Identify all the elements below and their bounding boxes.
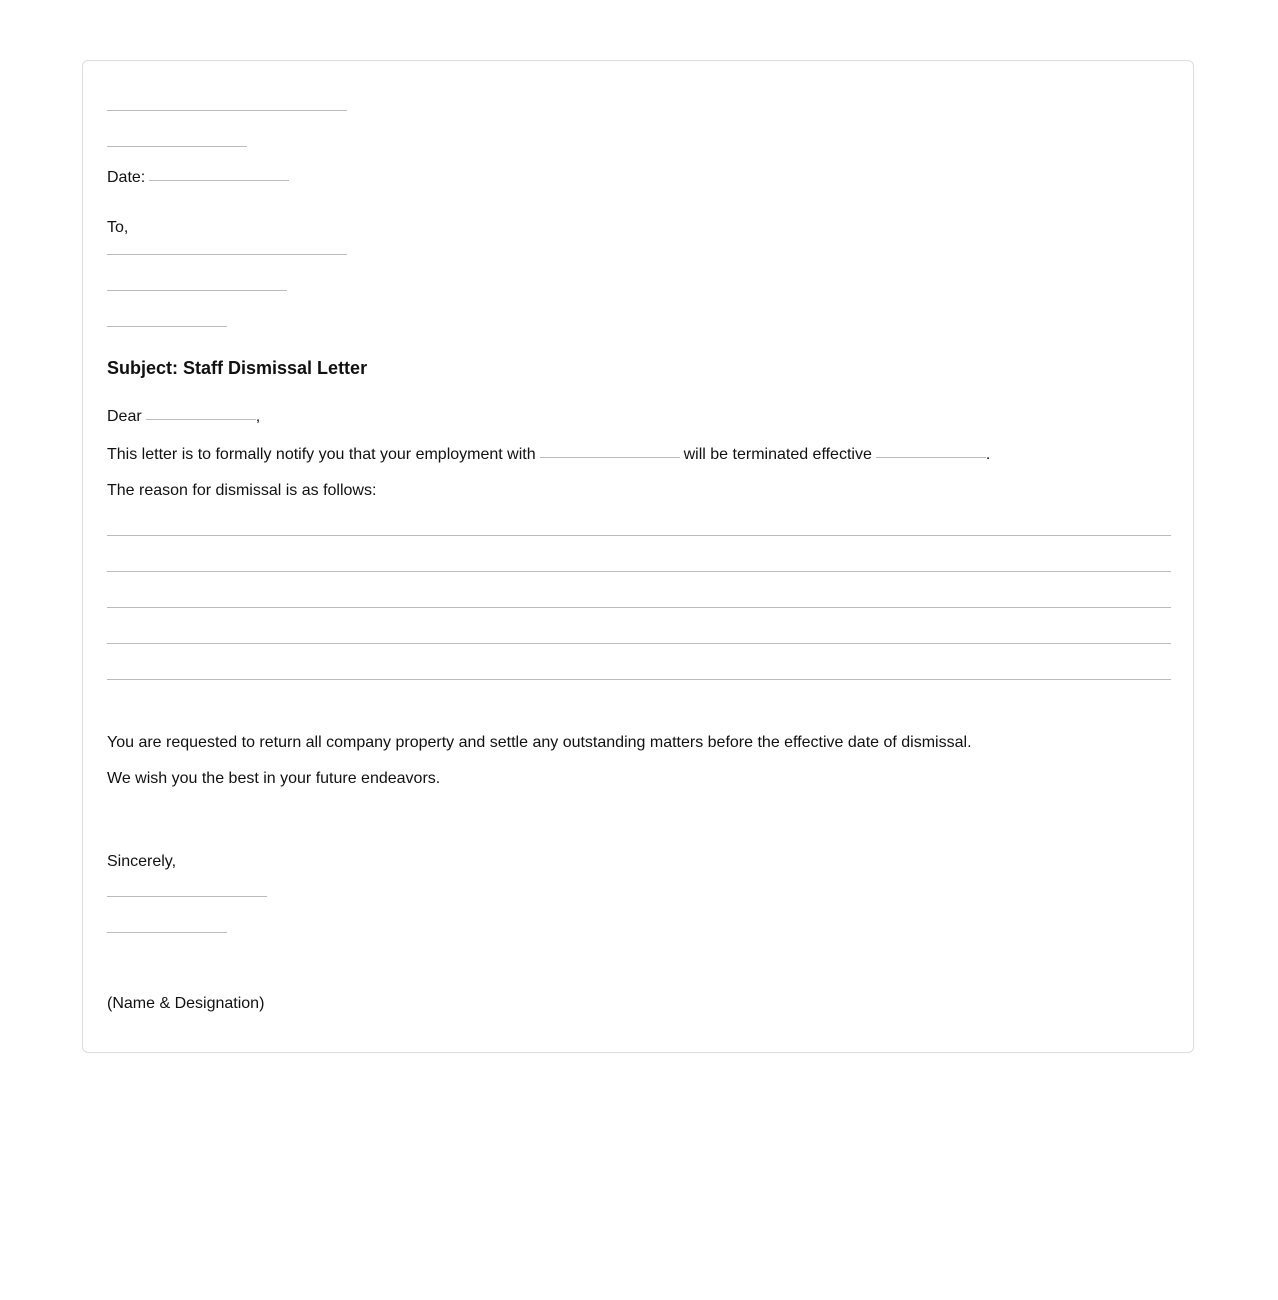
date-label: Date:	[107, 169, 146, 186]
recipient-address-blank[interactable]	[107, 326, 227, 327]
date-row	[107, 168, 293, 188]
effective-date-blank[interactable]	[876, 457, 986, 458]
salutation-prefix: Dear	[107, 408, 142, 425]
reason-line-1[interactable]	[107, 535, 1171, 536]
notice-end: .	[985, 446, 991, 463]
subject-heading: Subject: Staff Dismissal Letter	[107, 358, 368, 378]
termination-notice	[107, 445, 990, 465]
notice-part1: This letter is to formally notify you that your employment with	[107, 446, 536, 463]
recipient-salutation-blank[interactable]	[146, 419, 256, 420]
return-property-paragraph: You are requested to return all company property and settle any outstanding matters before the effective date of dismissal.	[107, 734, 972, 751]
company-name-blank[interactable]	[540, 457, 680, 458]
reason-line-2[interactable]	[107, 571, 1171, 572]
reason-line-5[interactable]	[107, 679, 1171, 680]
salutation-row	[107, 407, 260, 427]
to-label: To,	[107, 219, 129, 236]
signature-blank[interactable]	[107, 896, 267, 897]
date-blank[interactable]	[149, 180, 289, 181]
letter-card	[82, 60, 1194, 1053]
reason-intro: The reason for dismissal is as follows:	[107, 482, 377, 499]
reason-line-3[interactable]	[107, 607, 1171, 608]
salutation-suffix: ,	[255, 408, 261, 425]
recipient-name-blank[interactable]	[107, 254, 347, 255]
sender-name-blank[interactable]	[107, 110, 347, 111]
name-designation-label: (Name & Designation)	[107, 995, 265, 1012]
reason-line-4[interactable]	[107, 643, 1171, 644]
notice-part2: will be terminated effective	[683, 446, 872, 463]
recipient-company-blank[interactable]	[107, 290, 287, 291]
sender-address-blank[interactable]	[107, 146, 247, 147]
closing-salutation: Sincerely,	[107, 853, 177, 870]
signatory-title-blank[interactable]	[107, 932, 227, 933]
best-wishes-paragraph: We wish you the best in your future endeavors.	[107, 770, 441, 787]
